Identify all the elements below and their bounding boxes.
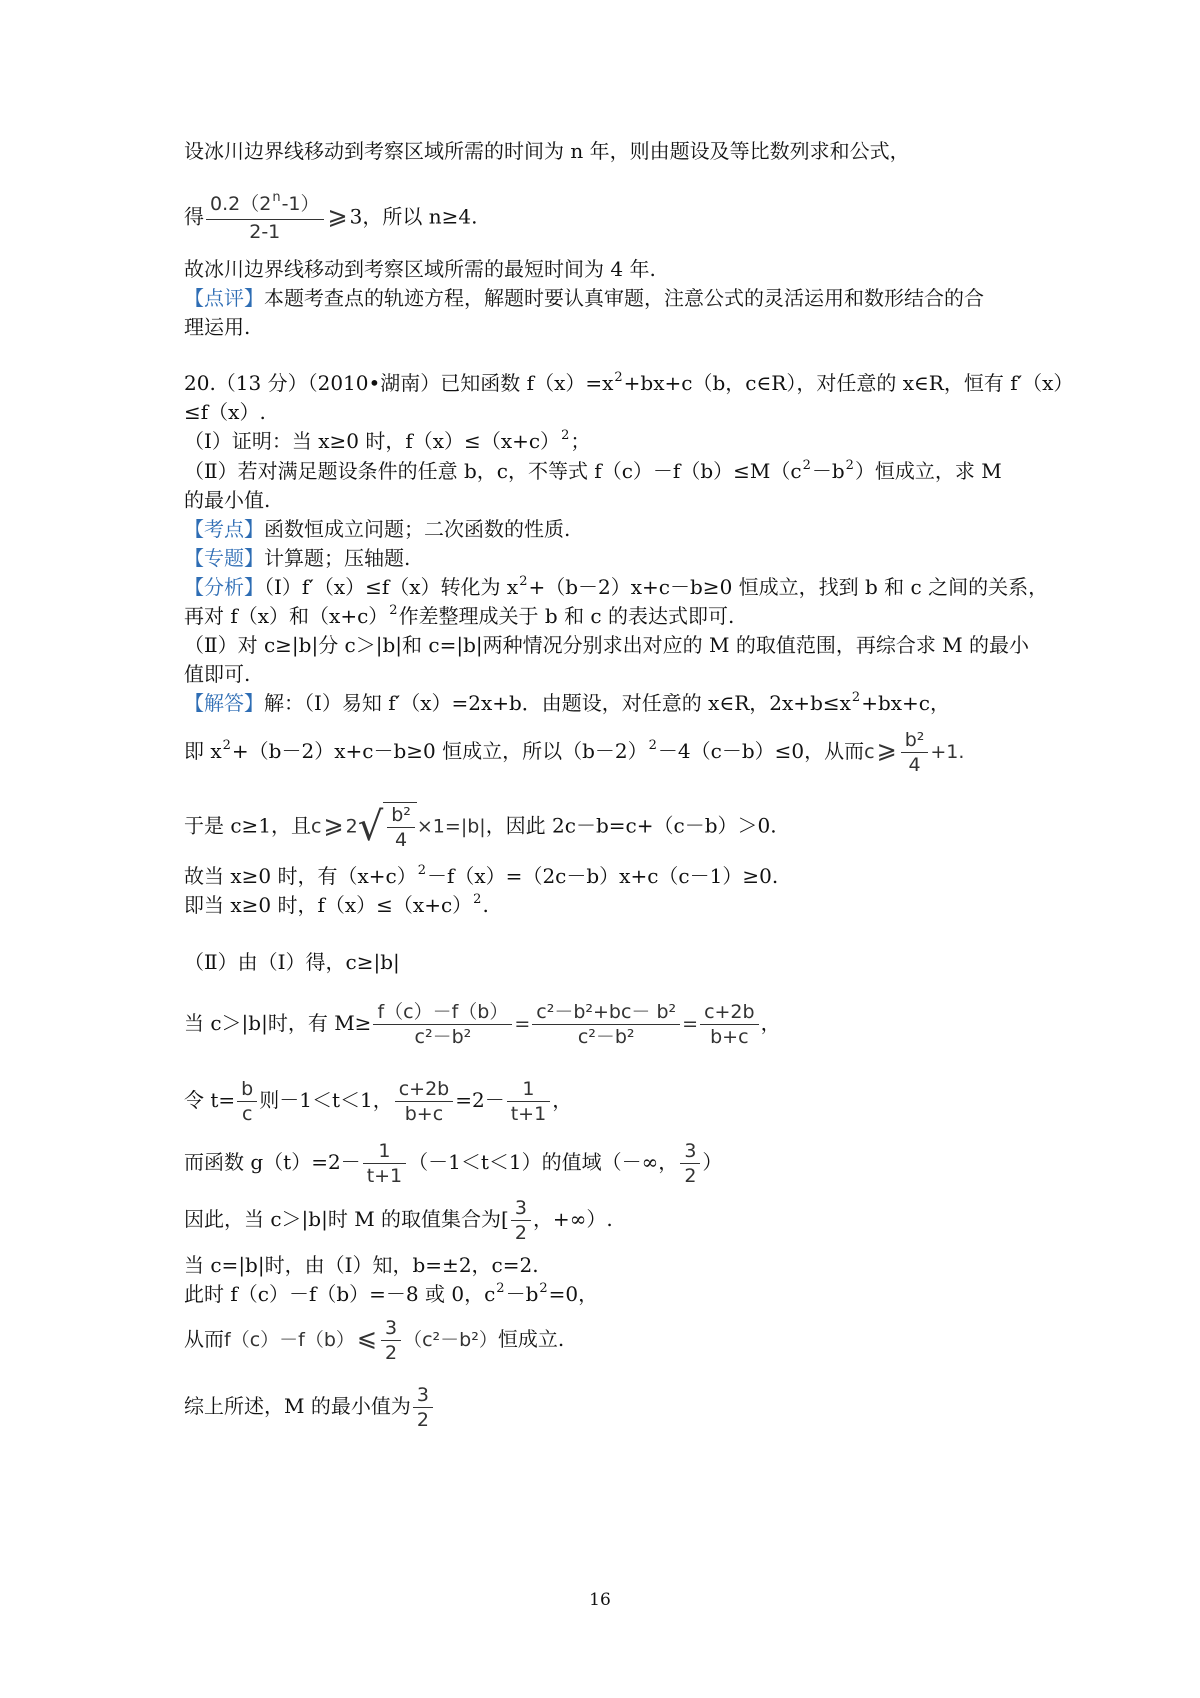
numerator: b²: [901, 728, 929, 753]
geq-symbol: ⩾: [323, 810, 344, 839]
text-line: [184, 602, 734, 634]
exponent: 2: [614, 370, 623, 385]
line-text: ，: [760, 1011, 781, 1035]
math-text: ×1=|b|: [416, 815, 486, 838]
tag-label: 【点评】: [184, 286, 264, 310]
tag-label: 【专题】: [184, 546, 264, 570]
line-text: 于是 c≥1，且: [184, 813, 312, 838]
denominator: t+1: [510, 1103, 547, 1125]
tag-label: 【解答】: [184, 691, 264, 715]
numerator: f（c）－f（b）: [373, 1000, 512, 1025]
text-line: [184, 192, 477, 244]
line-text: 3，所以 n≥4.: [349, 204, 478, 229]
fraction: [387, 803, 415, 852]
numerator: 0.2（2: [210, 193, 272, 215]
exponent: 2: [561, 428, 570, 443]
line-text: 当 c＞|b|时，有 M≥: [184, 1011, 372, 1035]
line-text: 因此，当 c＞|b|时 M 的取值集合为[: [184, 1207, 509, 1231]
text-line: [184, 1280, 598, 1312]
text-line: [184, 728, 964, 777]
numerator: 1: [363, 1139, 406, 1164]
line-text: =2－: [455, 1088, 505, 1112]
math-text: +1.: [930, 741, 965, 763]
text-line: [184, 862, 778, 894]
line-text: 而函数 g（t）=2－: [184, 1150, 361, 1174]
numerator: c²－b²+bc－ b²: [532, 1000, 680, 1025]
line-text: ；: [570, 429, 591, 453]
exponent: 2: [851, 690, 861, 705]
line-text: =0，: [548, 1282, 599, 1306]
line-text: －4（c－b）≤0，从而: [657, 739, 865, 763]
fraction: [395, 1077, 454, 1126]
line-text: 即当 x≥0 时，f（x）≤（x+c）: [184, 893, 473, 917]
denominator: t+1: [366, 1165, 403, 1187]
math-text: f（c）－f（b）: [224, 1329, 355, 1351]
line-text: 即 x: [184, 739, 222, 763]
line-text: +（b－2）x+c－b≥0 恒成立，找到 b 和 c 之间的关系，: [528, 575, 1049, 599]
text-line: [184, 1316, 564, 1365]
question-line: [184, 427, 590, 459]
text-line: [184, 689, 950, 721]
line-text: （Ⅱ）对 c≥|b|分 c＞|b|和 c=|b|两种情况分别求出对应的 M 的取值范围，再综合求 M 的最小: [184, 633, 1030, 657]
equals-sign: =: [682, 1013, 699, 1035]
line-text: 得: [184, 204, 204, 229]
exponent: 2: [473, 892, 482, 907]
text-line: [184, 1251, 539, 1279]
fraction: [373, 1000, 512, 1049]
line-text: 解：（Ⅰ）易知 f′（x）=2x+b．由题设，对任意的 x∈R，2x+b≤x: [264, 691, 851, 715]
line-text: 故冰川边界线移动到考察区域所需的最短时间为 4 年.: [184, 257, 656, 281]
denominator: 4: [395, 829, 408, 851]
exponent: 2: [648, 738, 657, 753]
text-line: [184, 1196, 613, 1245]
line-text: （Ⅰ）证明：当 x≥0 时，f（x）≤（x+c）: [184, 429, 561, 453]
fraction: [413, 1383, 433, 1432]
denominator: c: [241, 1103, 253, 1125]
denominator: 2: [684, 1165, 697, 1187]
exponent: 2: [802, 458, 811, 473]
geq-symbol: ⩾: [876, 736, 897, 764]
line-text: （Ⅱ）由（Ⅰ）得，c≥|b|: [184, 950, 400, 974]
fraction: [700, 1000, 759, 1049]
line-text: 恒成立.: [497, 1327, 565, 1351]
geq-symbol: ⩾: [327, 201, 348, 230]
exponent: 2: [539, 1281, 548, 1296]
equals-sign: =: [514, 1013, 531, 1035]
text-line: [184, 631, 1029, 659]
text-line: [184, 255, 656, 283]
denominator: 4: [908, 754, 921, 776]
line-text: －f（x）=（2c－b）x+c（c－1）≥0.: [427, 864, 779, 888]
line-text: －b: [505, 1282, 539, 1306]
line-text: 本题考查点的轨迹方程，解题时要认真审题，注意公式的灵活运用和数形结合的合: [264, 286, 984, 310]
exponent: 2: [389, 603, 398, 618]
line-text: 作差整理成关于 b 和 c 的表达式即可.: [398, 604, 735, 628]
line-text: .: [482, 893, 489, 917]
page-number: 16: [589, 1590, 611, 1610]
numerator: c+2b: [700, 1000, 759, 1025]
fraction: [381, 1316, 401, 1365]
fraction: [511, 1196, 531, 1245]
numerator: 3: [511, 1196, 531, 1221]
denominator: b+c: [710, 1026, 749, 1048]
exponent: 2: [519, 574, 528, 589]
line-text: 从而: [184, 1327, 224, 1351]
numerator: 3: [413, 1383, 433, 1408]
line-text: 计算题；压轴题.: [264, 546, 411, 570]
tag-label: 【分析】: [184, 575, 264, 599]
exponent: 2: [417, 863, 426, 878]
numerator: 3: [680, 1139, 700, 1164]
text-line: [184, 1139, 722, 1188]
radical-icon: √: [357, 804, 384, 850]
question-line: [184, 486, 270, 514]
exponent: 2: [496, 1281, 505, 1296]
line-text: 令 t=: [184, 1088, 236, 1112]
denominator: c²－b²: [414, 1026, 472, 1048]
line-text: 20.（13 分）（2010•湖南）已知函数 f（x）=x: [184, 371, 614, 395]
fraction: [363, 1139, 406, 1188]
denominator: 2: [385, 1342, 398, 1364]
text-line: [184, 573, 1048, 605]
text-line: [184, 1383, 435, 1432]
denominator: 2: [514, 1222, 527, 1244]
numerator: c+2b: [395, 1077, 454, 1102]
leq-symbol: ⩽: [356, 1324, 377, 1352]
line-text: 再对 f（x）和（x+c）: [184, 604, 389, 628]
text-line: [184, 284, 984, 312]
text-line: [184, 891, 489, 923]
tag-label: 【考点】: [184, 517, 264, 541]
line-text: 当 c=|b|时，由（Ⅰ）知，b=±2，c=2.: [184, 1253, 539, 1277]
text-line: [184, 544, 410, 572]
line-text: ）恒成立，求 M: [854, 459, 1002, 483]
denominator: b+c: [404, 1103, 444, 1125]
line-text: 则－1＜t＜1，: [259, 1088, 393, 1112]
fraction: [901, 728, 929, 777]
fraction: [532, 1000, 680, 1049]
numerator: b²: [387, 803, 415, 828]
text-line: [184, 948, 400, 976]
line-text: （Ⅱ）若对满足题设条件的任意 b，c，不等式 f（c）－f（b）≤M（c: [184, 459, 802, 483]
text-line: [184, 515, 570, 543]
line-text: ）: [702, 1150, 723, 1174]
math-symbol: c: [311, 815, 322, 838]
line-text: 的最小值.: [184, 488, 271, 512]
line-text: （－1＜t＜1）的值域（－∞，: [408, 1150, 679, 1174]
line-text: 此时 f（c）－f（b）=－8 或 0，c: [184, 1282, 496, 1306]
text-line: [184, 660, 250, 688]
line-text: ，: [552, 1088, 573, 1112]
line-text: 故当 x≥0 时，有（x+c）: [184, 864, 417, 888]
text-line: [184, 313, 250, 341]
text-line: [184, 137, 910, 165]
line-text: +bx+c（b，c∈R），对任意的 x∈R，恒有 f′（x）: [623, 371, 1074, 395]
math-text: （c²－b²）: [403, 1329, 498, 1351]
line-text: ，因此 2c－b=c+（c－b）＞0.: [485, 813, 777, 838]
question-line: [184, 457, 1002, 489]
fraction: [507, 1077, 550, 1126]
exponent: 2: [222, 738, 231, 753]
line-text: +bx+c，: [861, 691, 950, 715]
numerator: 1: [507, 1077, 550, 1102]
fraction: [680, 1139, 700, 1188]
line-text: 理运用.: [184, 315, 251, 339]
fraction: [206, 192, 324, 244]
line-text: 值即可.: [184, 662, 251, 686]
text-line: [184, 802, 777, 852]
math-text: 2: [345, 815, 358, 838]
fraction: [237, 1077, 257, 1126]
numerator: b: [237, 1077, 257, 1102]
text-line: [184, 1000, 781, 1049]
line-text: 设冰川边界线移动到考察区域所需的时间为 n 年，则由题设及等比数列求和公式，: [184, 139, 910, 163]
denominator: c²－b²: [577, 1026, 635, 1048]
exponent: n: [272, 190, 281, 205]
line-text: ，+∞）.: [532, 1207, 613, 1231]
denominator: 2: [416, 1409, 429, 1431]
numerator-end: -1）: [281, 193, 320, 215]
line-text: +（b－2）x+c－b≥0 恒成立，所以（b－2）: [231, 739, 648, 763]
question-line: [184, 398, 266, 426]
denominator: 2-1: [249, 221, 281, 243]
line-text: ≤f（x）.: [184, 400, 266, 424]
question-line: [184, 369, 1073, 401]
line-text: （Ⅰ）f′（x）≤f（x）转化为 x: [264, 575, 519, 599]
square-root: [358, 802, 417, 852]
numerator: 3: [381, 1316, 401, 1341]
line-text: 函数恒成立问题；二次函数的性质.: [264, 517, 571, 541]
math-symbol: c: [864, 741, 875, 763]
text-line: [184, 1077, 572, 1126]
line-text: －b: [811, 459, 845, 483]
line-text: 综上所述，M 的最小值为: [184, 1394, 411, 1418]
exponent: 2: [845, 458, 854, 473]
